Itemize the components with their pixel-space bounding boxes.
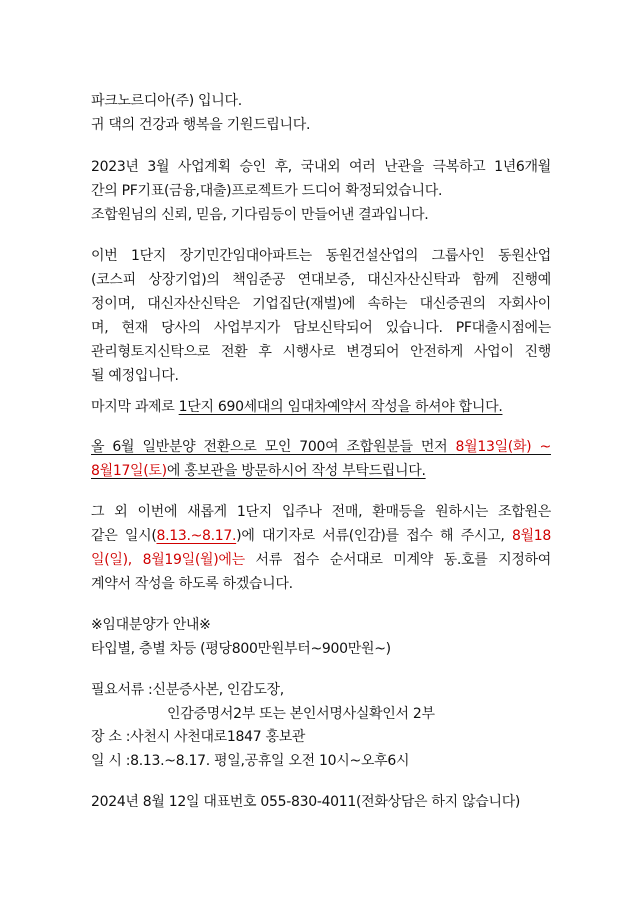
price-notice-detail: 타입별, 층별 차등 (평당800만원부터~900만원~) — [91, 641, 391, 657]
price-notice-heading: ※임대분양가 안내※ — [91, 617, 211, 633]
place-value: 사천시 사천대로1847 홍보관 — [130, 729, 306, 745]
para4-line-2 — [91, 462, 426, 480]
para2-line-5: 관리형토지신탁으로 전환 후 시행사로 변경되어 안전하게 사업이 진행 — [91, 344, 551, 360]
required-docs-label: 필요서류 : — [91, 682, 153, 698]
para4-date-end: 8월17일(토) — [91, 463, 167, 479]
para1-line-1: 2023년 3월 사업계획 승인 후, 국내외 여러 난관을 극복하고 1년6개월 — [91, 159, 551, 175]
place-line — [91, 728, 551, 746]
para1-line-2: 간의 PF기표(금융,대출)프로젝트가 드디어 확정되었습니다. — [91, 183, 443, 199]
para4-date-start: 8월13일(화) ~ — [455, 439, 551, 455]
para2-line-6: 될 예정입니다. — [91, 368, 179, 384]
place-label: 장 소 : — [91, 729, 131, 745]
para5-text-a: 같은 일시( — [91, 528, 157, 544]
required-docs-line-1 — [91, 681, 551, 699]
para5-line-3 — [91, 551, 551, 569]
para2-line-4: 며, 현재 당사의 사업부지가 담보신탁되어 있습니다. PF대출시점에는 — [91, 320, 551, 336]
greeting-line-2: 귀 댁의 건강과 행복을 기원드립니다. — [91, 117, 311, 133]
para5-text-b: )에 대기자로 서류(인감)를 접수 해 주시고, — [236, 528, 512, 544]
greeting-line-1: 파크노르디아(주) 입니다. — [91, 93, 242, 109]
required-docs-value-2: 인감증명서2부 또는 본인서명사실확인서 2부 — [167, 706, 435, 722]
date-value: 8.13.~8.17. 평일,공휴일 오전 10시~오후6시 — [130, 753, 410, 769]
para4-text-a: 올 6월 일반분양 전환으로 모인 700여 조합원분들 먼저 — [91, 439, 456, 455]
para2-line-3: 정이며, 대신자산신탁은 기업집단(재벌)에 속하는 대신증권의 자회사이 — [91, 296, 551, 312]
para4-text-b: 에 홍보관을 방문하시어 작성 부탁드립니다. — [166, 463, 426, 479]
para5-date-1: 8월18 — [511, 528, 551, 544]
para5-date-2: 일(일), 8월19일(월)에는 — [91, 552, 245, 568]
para5-line-4: 계약서 작성을 하도록 하겠습니다. — [91, 576, 293, 592]
final-task-underlined: 1단지 690세대의 임대차예약서 작성을 하셔야 합니다. — [178, 399, 503, 415]
para5-line-1: 그 외 이번에 새롭게 1단지 입주나 전매, 환매등을 원하시는 조합원은 — [91, 504, 551, 520]
final-task-line — [91, 398, 551, 416]
date-label: 일 시 : — [91, 753, 131, 769]
para2-line-1: 이번 1단지 장기민간임대아파트는 동원건설산업의 그룹사인 동원산업 — [91, 248, 551, 264]
para5-text-c: 서류 접수 순서대로 미계약 동.호를 지정하여 — [244, 552, 551, 568]
required-docs-value-1: 신분증사본, 인감도장, — [152, 682, 284, 698]
date-line — [91, 752, 551, 770]
para2-line-2: (코스피 상장기업)의 책임준공 연대보증, 대신자산신탁과 함께 진행예 — [91, 272, 551, 288]
para5-line-2 — [91, 527, 551, 545]
para5-period: 8.13.~8.17. — [156, 528, 237, 544]
footer-contact: 2024년 8월 12일 대표번호 055-830-4011(전화상담은 하지 않습니다) — [91, 794, 521, 810]
para1-line-3: 조합원님의 신뢰, 믿음, 기다림등이 만들어낸 결과입니다. — [91, 207, 429, 223]
final-task-prefix: 마지막 과제로 — [91, 399, 179, 415]
para4-line-1 — [91, 438, 551, 456]
